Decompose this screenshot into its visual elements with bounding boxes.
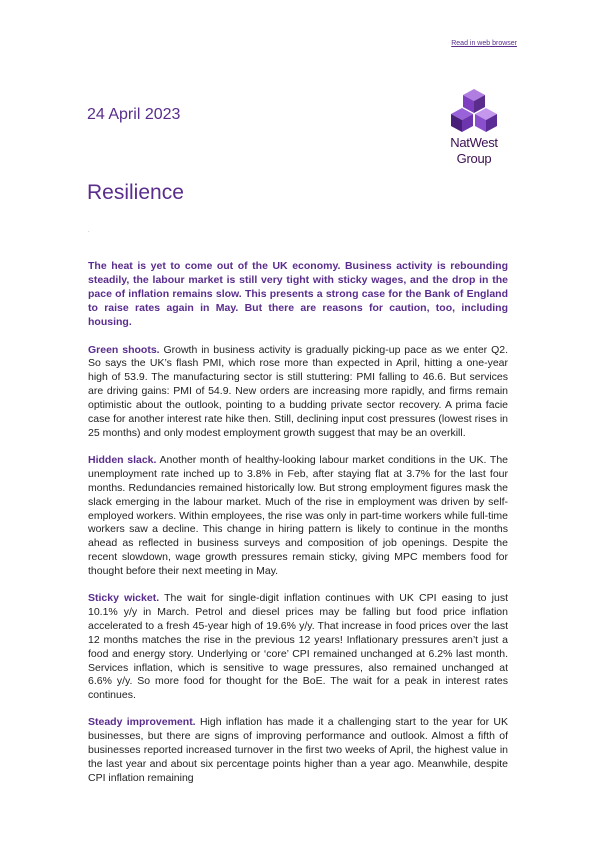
natwest-logo-icon (451, 88, 497, 134)
section-title: Green shoots. (88, 343, 160, 356)
lead-paragraph: The heat is yet to come out of the UK economy. Business activity is rebounding steadily, the labour market is still very tight with sticky wages, and the drop in the pace of inflation remains slow. This presents a strong case for the Bank of England to raise rates again in May. But there are reasons for caution, too, including housing. (88, 260, 508, 328)
section-green-shoots (88, 344, 508, 441)
section-steady-improvement (88, 716, 508, 786)
section-title: Sticky wicket. (88, 592, 160, 605)
section-body: Growth in business activity is gradually picking-up pace as we enter Q2. So says the UK’s flash PMI, which rose more than expected in April, hitting a one-year high of 53.9. The manufacturing sector is still stuttering: PMI falling to 46.6. But services are driving gains: PMI of 54.9. New orders are increasing more rapidly, and firms remain optimistic about the outlook, pointing to a budding private sector recovery. A prima facie case for another interest rate hike then. Still, declining input cost pressures (lowest rises in 25 months) and only modest employment growth suggest that may be an overkill. (88, 343, 508, 439)
natwest-group-logo (444, 88, 504, 166)
logo-text-line2: Group (456, 151, 492, 166)
section-body: The wait for single-digit inflation continues with UK CPI easing to just 10.1% y/y in March. Petrol and diesel prices may be falling but food price inflation accelerated to a fresh 45-year high of 19.6% y/y. That increase in food prices over the last 12 months matches the rise in the previous 12 years! Inflationary pressures aren’t just a food and energy story. Underlying or ‘core’ CPI remained unchanged at 6.2% last month. Services inflation, which is sensitive to wage pressures, also remained unchanged at 6.6% y/y. So more food for thought for the BoE. The wait for a peak in interest rates continues. (88, 592, 509, 702)
section-body: Another month of healthy-looking labour market conditions in the UK. The unemployment rate inched up to 3.8% in Feb, after staying flat at 3.7% for the last four months. Redundancies remained historically low. But strong employment figures mask the slack emerging in the labour market. Much of the rise in employment was driven by self-employed workers. Within employees, the rise was only in part-time workers while full-time workers saw a decline. This change in hiring pattern is likely to continue in the months ahead as reflected in business surveys and composition of job openings. Despite the recent slowdown, wage growth pressures remain sticky, giving MPC members food for thought before their next meeting in May. (88, 453, 509, 578)
page-title: Resilience (87, 181, 184, 204)
section-sticky-wicket (88, 592, 508, 703)
report-date: 24 April 2023 (87, 106, 181, 123)
section-hidden-slack (88, 454, 508, 579)
section-body: High inflation has made it a challenging start to the year for UK businesses, but there are signs of improving performance and outlook. Almost a fifth of businesses reported increased turnover in the first two weeks of April, the highest value in the last year and about six percentage points higher than a year ago. Meanwhile, despite CPI inflation remaining (88, 716, 509, 784)
read-in-web-browser-link[interactable]: Read in web browser (451, 40, 517, 47)
report-body (88, 260, 508, 799)
logo-text-line1: NatWest (450, 135, 498, 150)
section-title: Steady improvement. (88, 716, 196, 729)
separator-dot: . (88, 228, 90, 234)
section-title: Hidden slack. (88, 453, 157, 466)
